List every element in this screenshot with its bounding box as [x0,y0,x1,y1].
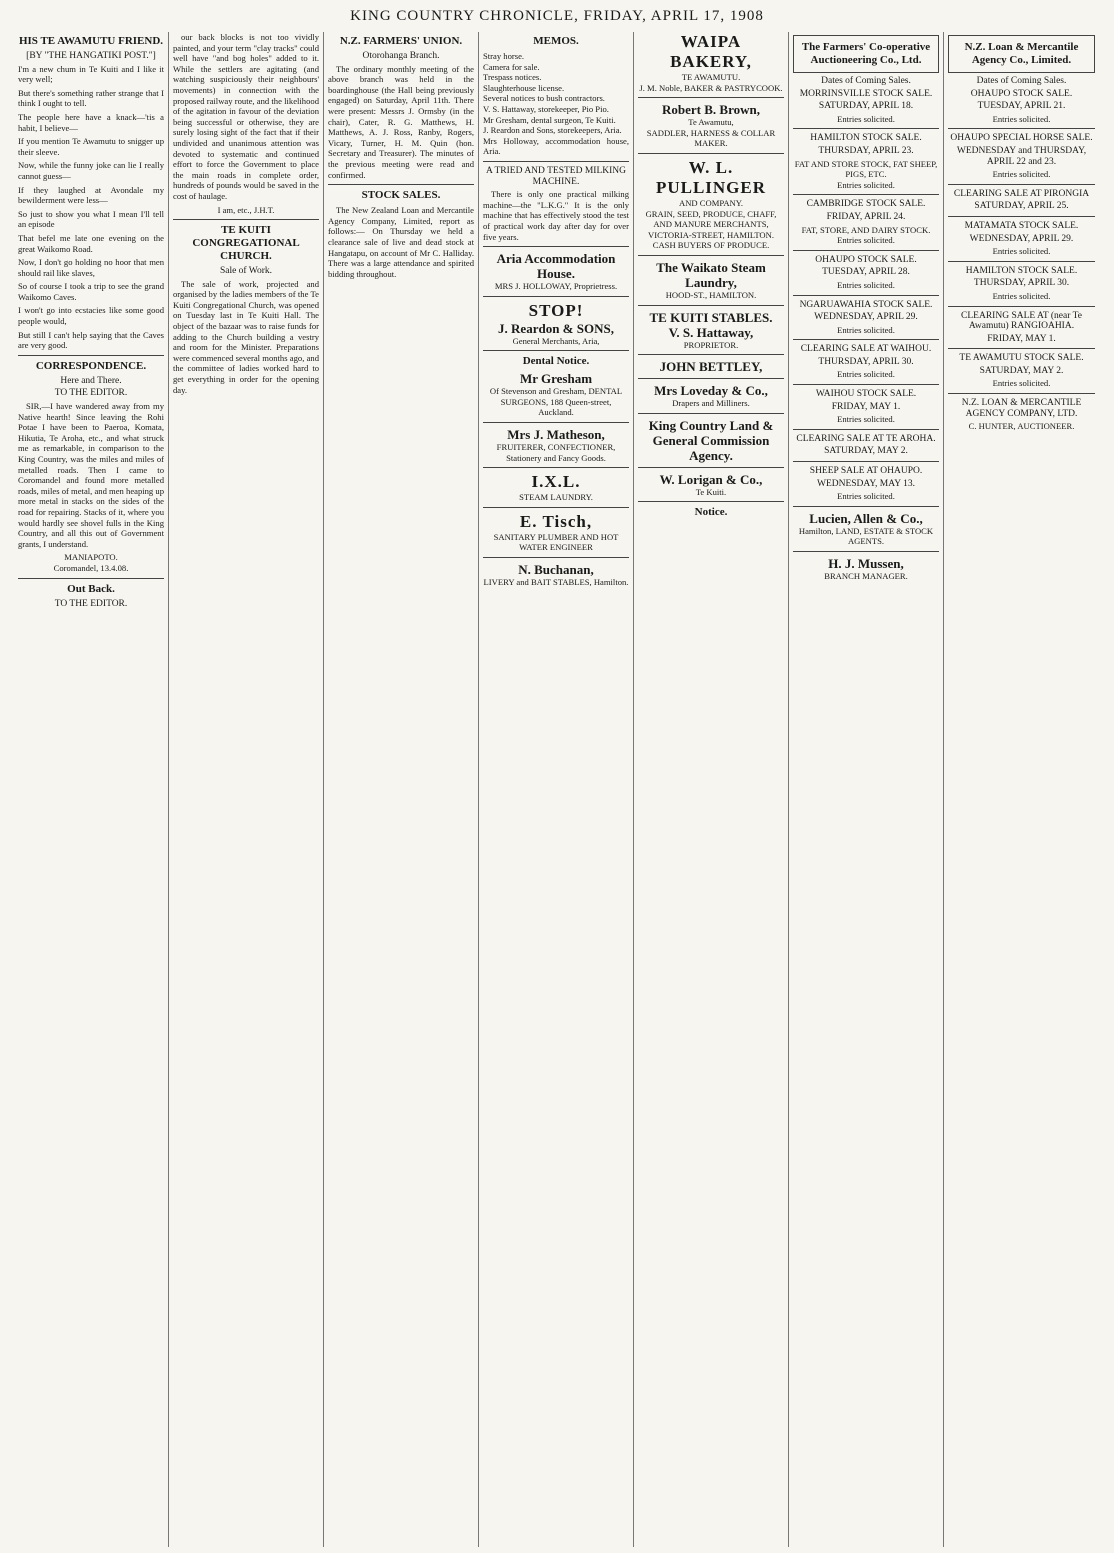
divider [793,339,939,340]
columns [14,32,1104,1547]
sale-date: WEDNESDAY, MAY 13. [816,478,915,489]
ad-text: Te Kuiti. [695,486,727,497]
ad-text: Of Stevenson and Gresham, DENTAL SURGEONS, 188 Queen-street, Auckland. [489,386,623,418]
letter-signoff: MANIAPOTO. [64,552,118,563]
divider [638,153,784,154]
divider [948,216,1095,217]
ad-text: VICTORIA-STREET, HAMILTON. [648,229,774,240]
article-title: HIS TE AWAMUTU FRIEND. [18,35,164,47]
sale-date: WEDNESDAY and THURSDAY, APRIL 22 and 23. [956,145,1087,167]
letter-signoff: I am, etc., J.H.T. [217,204,275,215]
ad-title: TE KUITI STABLES. [649,309,773,325]
ad-title: W. Lorigan & Co., [659,471,763,487]
column-7 [944,32,1099,1547]
ad-text: TE AWAMUTU. [681,72,741,82]
column-2 [169,32,324,1547]
column-1 [14,32,169,1547]
sale-detail: FAT, STORE, AND DAIRY STOCK. [801,224,931,235]
divider [948,348,1095,349]
letter-body: our back blocks is not too vividly painted, and your term "clay tracks" could well have "and bog holes" added to it. While the settlers are agitating (and watching suspiciously their neighbours' movements) in connection with the proposed railway route, and the likelihood of the agitation in favour of the deviation being successful or otherwise, they are surely losing sight of the fact that if their undivided and unanimous attention was devoted to systematic and continued effort to force the Government to place the main roads in complete order, hundreds of pounds would be saved in the cost of haulage. [173,32,319,201]
divider [483,467,629,468]
subheading: Here and There. [60,375,122,386]
entries-solicited: Entries solicited. [992,246,1051,257]
ad-text: HOOD-ST., HAMILTON. [665,289,757,300]
divider [638,255,784,256]
entries-solicited: Entries solicited. [837,179,895,190]
ad-text: Drapers and Milliners. [672,398,750,409]
divider [483,296,629,297]
sale-heading: CLEARING SALE AT PIRONGIA [953,188,1090,199]
poem-line: So of course I took a trip to see the grand Waikomo Caves. [18,281,164,302]
entries-solicited: Entries solicited. [992,169,1051,180]
entries-solicited: Entries solicited. [992,378,1051,389]
divider [638,501,784,502]
divider [793,250,939,251]
sale-heading: MORRINSVILLE STOCK SALE. [799,88,933,99]
divider [793,295,939,296]
sale-date: THURSDAY, APRIL 23. [818,145,914,156]
divider [638,305,784,306]
ad-text: GRAIN, SEED, PRODUCE, CHAFF, AND MANURE MERCHANTS, [645,208,777,230]
article-title: STOCK SALES. [361,189,441,202]
ad-title: Mr Gresham [519,371,593,387]
divider [638,354,784,355]
ad-title: N. Buchanan, [518,562,594,578]
sale-heading: HAMILTON STOCK SALE. [965,265,1078,276]
sale-date: FRIDAY, MAY 1. [831,401,901,412]
ad-title: Lucien, Allen & Co., [809,510,923,526]
memo-item: J. Reardon and Sons, storekeepers, Aria. [483,125,622,136]
divider [638,378,784,379]
ad-title: Mrs Loveday & Co., [654,383,768,399]
column-3 [324,32,479,1547]
ad-title: Robert B. Brown, [662,102,760,118]
divider [793,128,939,129]
poem-line: I won't go into ecstacies like some good people would, [18,305,164,327]
entries-solicited: Entries solicited. [837,235,895,246]
sale-date: THURSDAY, APRIL 30. [973,278,1070,289]
poem-line: But there's something rather strange that I think I ought to tell. [18,87,164,109]
memo-item: Mr Gresham, dental surgeon, Te Kuiti. [483,114,616,125]
divider [483,422,629,423]
ad-text: BRANCH MANAGER. [824,571,908,581]
ad-text: PROPRIETOR. [683,339,739,350]
divider [18,578,164,579]
sale-date: FRIDAY, APRIL 24. [826,211,906,222]
subheading: Otorohanga Branch. [362,51,440,61]
divider [328,184,474,185]
divider [18,355,164,356]
sale-heading: OHAUPO SPECIAL HORSE SALE. [950,133,1093,144]
ad-title: I.X.L. [531,472,581,492]
subheading: Dates of Coming Sales. [821,76,911,86]
ad-text: J. M. Noble, BAKER & PASTRYCOOK. [639,82,783,93]
memo-item: Slaughterhouse license. [483,82,565,93]
ad-text: MRS J. HOLLOWAY, Proprietress. [494,281,618,292]
poem-line: I'm a new chum in Te Kuiti and I like it very well; [18,63,164,85]
ad-box [948,35,1095,73]
divider [948,261,1095,262]
sale-date: TUESDAY, APRIL 28. [822,267,910,278]
memo-item: Mrs Holloway, accommodation house, Aria. [483,135,629,157]
sale-heading: CLEARING SALE AT TE AROHA. [796,433,936,444]
sale-heading: SHEEP SALE AT OHAUPO. [809,466,923,477]
sale-heading: OHAUPO STOCK SALE. [970,88,1073,99]
divider [948,393,1095,394]
divider [483,350,629,351]
sale-heading: TE AWAMUTU STOCK SALE. [959,353,1084,364]
memo-list [483,51,629,157]
article-title: MEMOS. [533,35,579,47]
to-editor: TO THE EDITOR. [54,598,128,609]
poem-line: That befel me late one evening on the great Waikomo Road. [18,232,164,254]
footer-sign: C. HUNTER, AUCTIONEER. [968,421,1075,432]
ad-title: Mrs J. Matheson, [507,427,605,443]
divider [483,161,629,162]
sale-heading: HAMILTON STOCK SALE. [810,133,922,144]
sale-heading: OHAUPO STOCK SALE. [815,254,917,265]
memo-item: Several notices to bush contractors. [483,93,605,104]
ad-title: The Farmers' Co-operative Auctioneering Co., Ltd. [801,41,931,66]
ad-title: V. S. Hattaway, [668,324,754,340]
ad-title: Dental Notice. [522,355,590,368]
poem-line: But still I can't help saying that the Caves are very good. [18,329,164,351]
ad-text: FRUITERER, CONFECTIONER, Stationery and Fancy Goods. [496,442,616,463]
entries-solicited: Entries solicited. [837,491,895,502]
ad-text: Te Awamutu, [688,117,734,128]
poem-line: The people here have a knack—'tis a habit, I believe— [18,111,164,133]
article-title: N.Z. FARMERS' UNION. [339,35,463,47]
divider [793,461,939,462]
ad-title: E. Tisch, [519,511,593,531]
article-body: The sale of work, projected and organised by the ladies members of the Te Kuiti Congregational Church, was opened on Tuesday last in Te Kuiti Hall. The object of the bazaar was to raise funds for adding to the Church building a vestry and room for the Minister. Preparations were commenced several months ago, and the committee of ladies worked hard to get everything in order for the opening day. [173,278,319,395]
entries-solicited: Entries solicited. [992,290,1051,301]
entries-solicited: Entries solicited. [837,414,895,425]
ad-text: SADDLER, HARNESS & COLLAR MAKER. [646,127,776,149]
entries-solicited: Entries solicited. [837,369,895,380]
ad-title: King Country Land & General Commission Agency. [648,417,774,463]
to-editor: TO THE EDITOR. [54,388,128,399]
sale-date: WEDNESDAY, APRIL 29. [969,233,1074,244]
article-body: The New Zealand Loan and Mercantile Agency Company, Limited, report as follows:— On Thursday we held a clearance sale of live and dead stock at Hangatapu, on account of Mr C. Halliday. There was a large attendance and spirited bidding throughout. [328,205,474,279]
divider [948,128,1095,129]
subheading: Dates of Coming Sales. [976,76,1067,86]
poem-line: If you mention Te Awamutu to snigger up their sleeve. [18,136,164,157]
memo-item: Trespass notices. [483,72,542,83]
sale-heading: MATAMATA STOCK SALE. [964,220,1079,231]
sale-date: FRIDAY, MAY 1. [987,333,1056,344]
article-body: There is only one practical milking machine—the "L.K.G." It is the only machine that has effectively stood the test of practical work day after day for over five years. [483,189,629,242]
sale-date: THURSDAY, APRIL 30. [818,356,914,367]
ad-text: CASH BUYERS OF PRODUCE. [652,240,770,251]
column-6 [789,32,944,1547]
divider [793,384,939,385]
ad-title: W. L. PULLINGER [655,157,767,197]
sale-heading: NGARUAWAHIA STOCK SALE. [799,299,933,310]
ad-text: STEAM LAUNDRY. [519,492,593,503]
divider [793,506,939,507]
ad-title: STOP! [528,300,584,320]
ad-title: H. J. Mussen, [828,556,904,571]
ad-title: JOHN BETTLEY, [659,359,763,375]
divider [793,551,939,552]
divider [793,429,939,430]
byline: [BY "THE HANGATIKI POST."] [26,51,156,61]
ad-title: Notice. [694,506,728,519]
divider [483,507,629,508]
sale-heading: WAIHOU STOCK SALE. [815,389,917,400]
divider [948,184,1095,185]
memo-item: Stray horse. [483,51,525,61]
sale-date: SATURDAY, MAY 2. [979,365,1064,376]
ad-text: SANITARY PLUMBER AND HOT WATER ENGINEER [493,531,619,553]
poem-line: So just to show you what I mean I'll tell an episode [18,208,164,230]
sale-heading: CAMBRIDGE STOCK SALE. [806,199,926,210]
sale-heading: CLEARING SALE AT WAIHOU. [800,344,932,355]
ad-title: N.Z. Loan & Mercantile Agency Co., Limited. [964,41,1079,66]
ad-text: AND COMPANY. [679,197,743,208]
ad-title: Aria Accommodation House. [496,251,616,282]
entries-solicited: Entries solicited. [837,113,895,124]
divider [173,219,319,220]
entries-solicited: Entries solicited. [992,113,1051,124]
ad-box [793,35,939,73]
article-title: TE KUITI CONGREGATIONAL CHURCH. [192,224,300,263]
ad-title: J. Reardon & SONS, [498,320,614,336]
divider [793,194,939,195]
ad-text: Hamilton, LAND, ESTATE & STOCK AGENTS. [798,525,934,547]
poem-line: If they laughed at Avondale my bewilderment were less— [18,184,164,206]
subheading: Sale of Work. [219,266,273,277]
divider [483,557,629,558]
article-body: The ordinary monthly meeting of the above branch was held in the boardinghouse (the Hall being previously engaged) on Saturday, April 11th. There were present: Messrs J. Ormsby (in the chair), Cater, R. G. Matthews, H. Matthews, A. J. Ross, Ranby, Rogers, Vicary, Turner, H. M. Quin (hon. Secretary and Treasurer). The minutes of the previous meeting were read and confirmed. [328,63,474,180]
sale-date: SATURDAY, MAY 2. [824,446,908,457]
divider [483,246,629,247]
sale-date: WEDNESDAY, APRIL 29. [814,312,918,323]
ad-text: General Merchants, Aria, [512,335,600,346]
sale-detail: FAT AND STORE STOCK, FAT SHEEP, PIGS, ETC. [794,158,938,180]
ad-text: LIVERY and BAIT STABLES, Hamilton. [483,577,629,588]
footer-title: N.Z. LOAN & MERCANTILE AGENCY COMPANY, LTD. [961,398,1082,419]
entries-solicited: Entries solicited. [837,324,895,335]
section-title: CORRESPONDENCE. [35,359,147,372]
letter-body: SIR,—I have wandered away from my Native hearth! Since leaving the Rohi Potae I have been to Paeroa, Komata, Hikutia, Te Aroha, etc., and what struck me as remarkable, in comparison to the King Country, was the miles and miles of metalled roads. Then I came to Coromandel and found more metalled roads, miles of metal, and men heaping up more metal in stacks on the sides of the road for repairing. Stacks of it, where you would hardly see shovel fulls in the King Country, and all this out of Government grants, I understand. [18,401,164,549]
divider [638,413,784,414]
sale-date: SATURDAY, APRIL 18. [818,101,914,112]
ad-title: The Waikato Steam Laundry, [656,259,766,290]
divider [638,467,784,468]
sale-heading: CLEARING SALE AT (near Te Awamutu) RANGIOAHIA. [961,310,1082,332]
column-4 [479,32,634,1547]
article-title: A TRIED AND TESTED MILKING MACHINE. [485,165,627,187]
entries-solicited: Entries solicited. [837,279,895,290]
letter-date: Coromandel, 13.4.08. [53,562,129,573]
column-5 [634,32,789,1547]
sale-date: SATURDAY, APRIL 25. [974,201,1069,212]
memo-item: V. S. Hattaway, storekeeper, Pio Pio. [483,103,609,114]
masthead: KING COUNTRY CHRONICLE, FRIDAY, APRIL 17, 1908 [350,8,764,24]
divider [948,306,1095,307]
poem-line: Now, I don't go holding no hoor that men should rail like slaves, [18,257,164,278]
sale-date: TUESDAY, APRIL 21. [977,101,1066,112]
memo-item: Camera for sale. [483,61,540,72]
section-title: Out Back. [67,582,115,595]
divider [638,97,784,98]
poem-line: Now, while the funny joke can lie I really cannot guess— [18,160,164,181]
ad-title: WAIPA BAKERY, [670,32,752,71]
poem [18,64,164,351]
